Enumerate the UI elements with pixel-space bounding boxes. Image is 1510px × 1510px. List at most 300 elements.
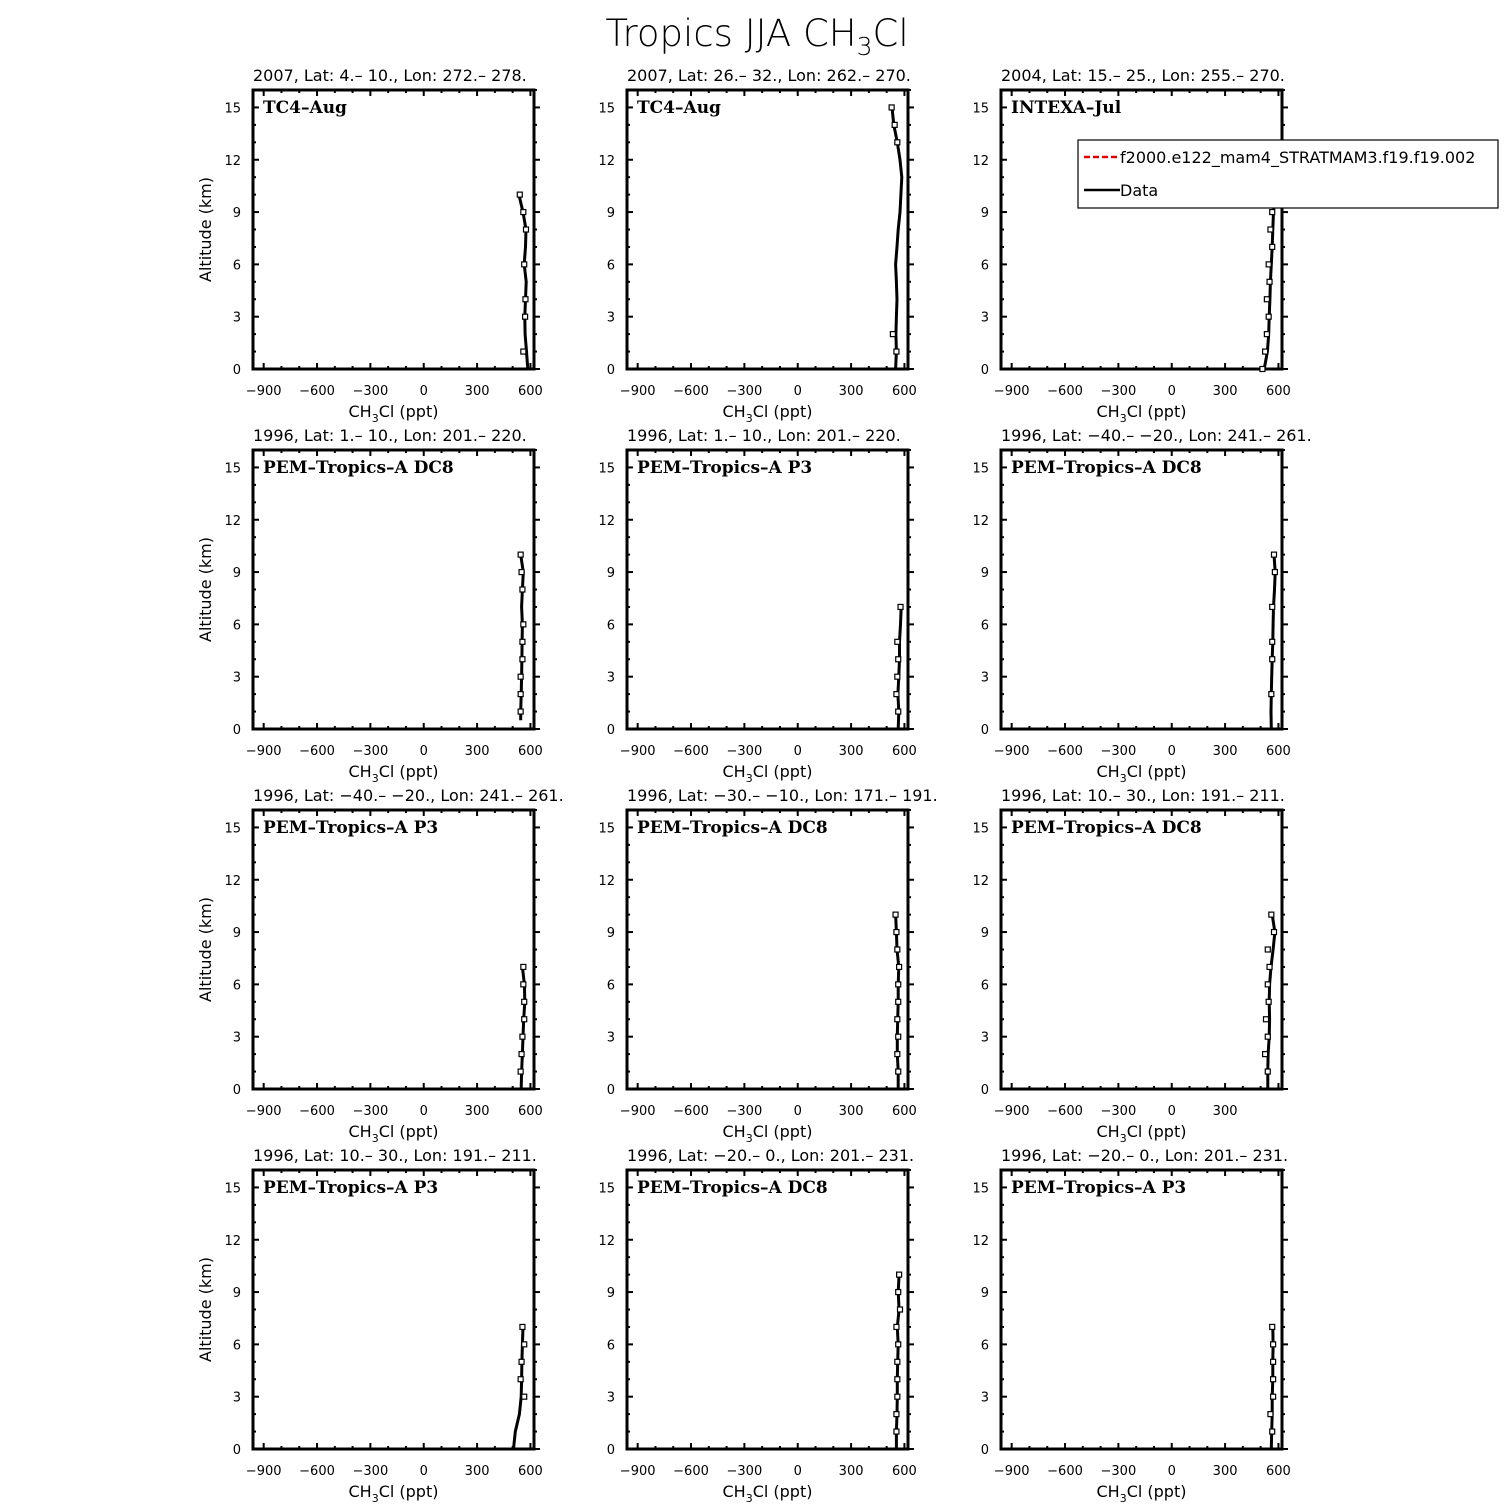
campaign-label: PEM–Tropics–A P3 bbox=[1011, 1178, 1187, 1198]
x-tick-label: −900 bbox=[245, 1104, 282, 1119]
y-tick-label: 9 bbox=[232, 566, 241, 582]
x-tick-label: 300 bbox=[838, 1464, 864, 1479]
data-marker bbox=[894, 1324, 899, 1329]
data-line bbox=[519, 195, 528, 369]
plot-frame bbox=[627, 1170, 908, 1449]
data-marker bbox=[1266, 262, 1271, 267]
x-tick-label: −300 bbox=[1100, 1464, 1137, 1479]
x-tick-label: −300 bbox=[352, 1464, 389, 1479]
y-tick-label: 6 bbox=[232, 258, 241, 274]
x-tick-label: −900 bbox=[245, 744, 282, 759]
data-marker bbox=[892, 122, 897, 127]
y-tick-label: 12 bbox=[224, 873, 241, 889]
x-tick-label: 600 bbox=[518, 384, 543, 399]
data-marker bbox=[1260, 367, 1265, 372]
x-tick-label: −900 bbox=[619, 744, 656, 759]
panel-subtitle: 1996, Lat: 1.– 10., Lon: 201.– 220. bbox=[627, 426, 901, 445]
data-marker bbox=[1271, 552, 1276, 557]
y-tick-label: 9 bbox=[232, 206, 241, 222]
data-marker bbox=[1271, 1342, 1276, 1347]
data-marker bbox=[521, 982, 526, 987]
data-marker bbox=[523, 297, 528, 302]
y-tick-label: 0 bbox=[232, 1443, 241, 1458]
y-tick-label: 9 bbox=[980, 1286, 989, 1302]
x-tick-label: −300 bbox=[726, 1464, 763, 1479]
x-axis-label: $CH_3Cl$ (ppt) bbox=[722, 762, 813, 785]
data-marker bbox=[889, 105, 894, 110]
data-marker bbox=[896, 1034, 901, 1039]
data-marker bbox=[895, 674, 900, 679]
data-marker bbox=[517, 192, 522, 197]
x-tick-label: −600 bbox=[673, 384, 709, 399]
data-marker bbox=[1270, 639, 1275, 644]
x-tick-label: −300 bbox=[726, 1104, 763, 1119]
x-tick-label: 300 bbox=[1212, 1104, 1238, 1119]
y-tick-label: 0 bbox=[980, 363, 989, 378]
data-marker bbox=[520, 639, 525, 644]
data-marker bbox=[1265, 1034, 1270, 1039]
data-marker bbox=[894, 1412, 899, 1417]
panel bbox=[972, 786, 1288, 1145]
x-tick-label: 300 bbox=[464, 384, 490, 399]
figure-title: Tropics JJA $CH_3Cl$ bbox=[605, 12, 909, 61]
x-tick-label: −900 bbox=[245, 384, 282, 399]
y-tick-label: 12 bbox=[972, 1233, 989, 1249]
panel-subtitle: 2007, Lat: 4.– 10., Lon: 272.– 278. bbox=[253, 66, 527, 85]
y-tick-label: 9 bbox=[606, 206, 615, 222]
data-marker bbox=[894, 1429, 899, 1434]
data-marker bbox=[522, 999, 527, 1004]
data-marker bbox=[1270, 657, 1275, 662]
x-tick-label: −600 bbox=[299, 384, 335, 399]
panel bbox=[598, 1146, 916, 1505]
y-tick-label: 3 bbox=[606, 670, 615, 686]
x-axis-label: $CH_3Cl$ (ppt) bbox=[1096, 1122, 1187, 1145]
data-marker bbox=[1270, 244, 1275, 249]
data-marker bbox=[1267, 279, 1272, 284]
panel-grid bbox=[196, 66, 1312, 1505]
campaign-label: TC4–Aug bbox=[637, 98, 721, 118]
panel-subtitle: 1996, Lat: −20.– 0., Lon: 201.– 231. bbox=[1001, 1146, 1289, 1165]
y-tick-label: 12 bbox=[224, 153, 241, 169]
data-marker bbox=[1269, 912, 1274, 917]
y-tick-label: 12 bbox=[598, 153, 615, 169]
x-tick-label: 0 bbox=[793, 744, 802, 759]
y-tick-label: 6 bbox=[232, 978, 241, 994]
x-tick-label: 0 bbox=[1167, 744, 1176, 759]
y-tick-label: 15 bbox=[598, 101, 615, 117]
y-tick-label: 12 bbox=[598, 513, 615, 529]
x-tick-label: −900 bbox=[993, 1104, 1030, 1119]
y-tick-label: 0 bbox=[606, 1083, 615, 1098]
data-marker bbox=[519, 1052, 524, 1057]
x-tick-label: 0 bbox=[1167, 384, 1176, 399]
data-marker bbox=[897, 964, 902, 969]
y-tick-label: 9 bbox=[980, 206, 989, 222]
x-tick-label: −600 bbox=[1047, 384, 1083, 399]
campaign-label: PEM–Tropics–A P3 bbox=[263, 1178, 439, 1198]
campaign-label: PEM–Tropics–A DC8 bbox=[637, 1178, 828, 1198]
x-axis-label: $CH_3Cl$ (ppt) bbox=[722, 1122, 813, 1145]
x-tick-label: −600 bbox=[1047, 744, 1083, 759]
y-tick-label: 0 bbox=[232, 363, 241, 378]
x-tick-label: −300 bbox=[1100, 744, 1137, 759]
plot-frame bbox=[627, 90, 908, 369]
x-tick-label: 600 bbox=[1266, 1464, 1291, 1479]
data-marker bbox=[896, 657, 901, 662]
campaign-label: PEM–Tropics–A DC8 bbox=[263, 458, 454, 478]
data-marker bbox=[1268, 227, 1273, 232]
data-marker bbox=[1271, 930, 1276, 935]
y-tick-label: 3 bbox=[606, 310, 615, 326]
panel-subtitle: 2004, Lat: 15.– 25., Lon: 255.– 270. bbox=[1001, 66, 1285, 85]
x-tick-label: −300 bbox=[726, 744, 763, 759]
y-tick-label: 15 bbox=[224, 821, 241, 837]
y-axis-label: Altitude (km) bbox=[196, 537, 215, 642]
data-marker bbox=[895, 1394, 900, 1399]
y-tick-label: 3 bbox=[980, 670, 989, 686]
data-marker bbox=[521, 349, 526, 354]
x-tick-label: 600 bbox=[1266, 384, 1291, 399]
data-marker bbox=[1268, 1412, 1273, 1417]
panel bbox=[598, 66, 916, 425]
panel-subtitle: 2007, Lat: 26.– 32., Lon: 262.– 270. bbox=[627, 66, 911, 85]
x-axis-label: $CH_3Cl$ (ppt) bbox=[348, 1122, 439, 1145]
y-axis-label: Altitude (km) bbox=[196, 897, 215, 1002]
data-line bbox=[892, 107, 902, 369]
y-tick-label: 6 bbox=[980, 978, 989, 994]
y-tick-label: 6 bbox=[606, 1338, 615, 1354]
x-tick-label: 300 bbox=[1212, 744, 1238, 759]
y-tick-label: 15 bbox=[598, 461, 615, 477]
x-axis-label: $CH_3Cl$ (ppt) bbox=[1096, 402, 1187, 425]
x-tick-label: 0 bbox=[1167, 1104, 1176, 1119]
x-tick-label: 0 bbox=[1167, 1464, 1176, 1479]
data-marker bbox=[895, 1377, 900, 1382]
x-tick-label: −300 bbox=[352, 384, 389, 399]
x-tick-label: 0 bbox=[419, 1104, 428, 1119]
data-marker bbox=[1266, 314, 1271, 319]
y-tick-label: 15 bbox=[972, 101, 989, 117]
y-tick-label: 0 bbox=[980, 1083, 989, 1098]
y-axis-label: Altitude (km) bbox=[196, 1257, 215, 1362]
y-tick-label: 0 bbox=[232, 1083, 241, 1098]
y-tick-label: 15 bbox=[972, 1181, 989, 1197]
data-marker bbox=[890, 332, 895, 337]
y-tick-label: 9 bbox=[232, 926, 241, 942]
y-tick-label: 9 bbox=[232, 1286, 241, 1302]
data-marker bbox=[519, 570, 524, 575]
data-marker bbox=[520, 587, 525, 592]
x-tick-label: 300 bbox=[464, 744, 490, 759]
data-marker bbox=[896, 1290, 901, 1295]
plot-frame bbox=[627, 450, 908, 729]
x-tick-label: 300 bbox=[1212, 1464, 1238, 1479]
y-tick-label: 3 bbox=[980, 310, 989, 326]
data-marker bbox=[523, 314, 528, 319]
x-tick-label: 0 bbox=[419, 1464, 428, 1479]
y-tick-label: 12 bbox=[224, 513, 241, 529]
y-tick-label: 9 bbox=[606, 566, 615, 582]
panel bbox=[196, 1146, 543, 1505]
x-tick-label: 300 bbox=[464, 1464, 490, 1479]
y-tick-label: 0 bbox=[606, 723, 615, 738]
x-tick-label: 0 bbox=[419, 744, 428, 759]
x-tick-label: −900 bbox=[619, 1104, 656, 1119]
y-tick-label: 6 bbox=[980, 1338, 989, 1354]
y-tick-label: 15 bbox=[972, 461, 989, 477]
legend-label: f2000.e122_mam4_STRATMAM3.f19.f19.002 bbox=[1120, 148, 1476, 167]
y-tick-label: 0 bbox=[606, 1443, 615, 1458]
x-axis-label: $CH_3Cl$ (ppt) bbox=[348, 402, 439, 425]
data-marker bbox=[522, 1342, 527, 1347]
x-tick-label: −600 bbox=[673, 1464, 709, 1479]
panel-subtitle: 1996, Lat: −40.– −20., Lon: 241.– 261. bbox=[253, 786, 564, 805]
data-marker bbox=[518, 1377, 523, 1382]
data-marker bbox=[896, 1342, 901, 1347]
y-tick-label: 15 bbox=[224, 101, 241, 117]
x-axis-label: $CH_3Cl$ (ppt) bbox=[1096, 1482, 1187, 1505]
data-marker bbox=[520, 657, 525, 662]
panel bbox=[598, 786, 937, 1145]
x-tick-label: −600 bbox=[673, 744, 709, 759]
x-tick-label: −600 bbox=[673, 1104, 709, 1119]
data-marker bbox=[894, 930, 899, 935]
data-marker bbox=[893, 912, 898, 917]
y-tick-label: 12 bbox=[972, 153, 989, 169]
panel-subtitle: 1996, Lat: 10.– 30., Lon: 191.– 211. bbox=[253, 1146, 537, 1165]
y-tick-label: 6 bbox=[980, 618, 989, 634]
panel bbox=[196, 426, 543, 785]
data-marker bbox=[522, 262, 527, 267]
data-marker bbox=[1263, 1017, 1268, 1022]
campaign-label: PEM–Tropics–A P3 bbox=[637, 458, 813, 478]
x-tick-label: 600 bbox=[892, 1464, 917, 1479]
x-axis-label: $CH_3Cl$ (ppt) bbox=[348, 762, 439, 785]
y-tick-label: 6 bbox=[232, 1338, 241, 1354]
legend-label: Data bbox=[1120, 181, 1159, 200]
data-marker bbox=[523, 227, 528, 232]
y-tick-label: 9 bbox=[606, 926, 615, 942]
panel bbox=[972, 1146, 1290, 1505]
y-tick-label: 3 bbox=[232, 1030, 241, 1046]
data-marker bbox=[1263, 349, 1268, 354]
plot-frame bbox=[253, 450, 534, 729]
y-tick-label: 12 bbox=[972, 873, 989, 889]
campaign-label: PEM–Tropics–A P3 bbox=[263, 818, 439, 838]
data-marker bbox=[521, 964, 526, 969]
x-tick-label: −600 bbox=[299, 1104, 335, 1119]
data-marker bbox=[897, 1272, 902, 1277]
x-tick-label: 600 bbox=[892, 744, 917, 759]
y-tick-label: 15 bbox=[598, 1181, 615, 1197]
data-marker bbox=[518, 709, 523, 714]
panel bbox=[196, 66, 543, 425]
x-axis-label: $CH_3Cl$ (ppt) bbox=[1096, 762, 1187, 785]
y-axis-label: Altitude (km) bbox=[196, 177, 215, 282]
x-tick-label: 300 bbox=[838, 1104, 864, 1119]
y-tick-label: 3 bbox=[980, 1390, 989, 1406]
x-tick-label: −900 bbox=[993, 1464, 1030, 1479]
data-marker bbox=[1269, 692, 1274, 697]
y-tick-label: 6 bbox=[606, 258, 615, 274]
data-marker bbox=[896, 982, 901, 987]
panel-subtitle: 1996, Lat: −30.– −10., Lon: 171.– 191. bbox=[627, 786, 938, 805]
campaign-label: PEM–Tropics–A DC8 bbox=[1011, 818, 1202, 838]
data-marker bbox=[1265, 1069, 1270, 1074]
y-tick-label: 12 bbox=[224, 1233, 241, 1249]
y-tick-label: 6 bbox=[606, 618, 615, 634]
x-tick-label: −900 bbox=[245, 1464, 282, 1479]
x-tick-label: −900 bbox=[619, 384, 656, 399]
y-tick-label: 15 bbox=[598, 821, 615, 837]
panel-subtitle: 1996, Lat: 1.– 10., Lon: 201.– 220. bbox=[253, 426, 527, 445]
data-marker bbox=[895, 947, 900, 952]
x-tick-label: 300 bbox=[838, 744, 864, 759]
plot-frame bbox=[1001, 90, 1282, 369]
plot-frame bbox=[627, 810, 908, 1089]
data-marker bbox=[522, 1017, 527, 1022]
x-tick-label: −300 bbox=[352, 1104, 389, 1119]
x-axis-label: $CH_3Cl$ (ppt) bbox=[348, 1482, 439, 1505]
x-tick-label: 0 bbox=[793, 1104, 802, 1119]
panel bbox=[598, 426, 916, 785]
data-marker bbox=[896, 709, 901, 714]
y-tick-label: 0 bbox=[606, 363, 615, 378]
plot-frame bbox=[253, 1170, 534, 1449]
data-marker bbox=[1263, 1052, 1268, 1057]
panel bbox=[972, 426, 1311, 785]
data-marker bbox=[897, 1307, 902, 1312]
panel bbox=[972, 66, 1290, 425]
x-tick-label: −600 bbox=[299, 1464, 335, 1479]
data-marker bbox=[521, 210, 526, 215]
data-marker bbox=[522, 1394, 527, 1399]
y-tick-label: 15 bbox=[972, 821, 989, 837]
y-tick-label: 6 bbox=[232, 618, 241, 634]
x-tick-label: 600 bbox=[892, 1104, 917, 1119]
y-tick-label: 9 bbox=[606, 1286, 615, 1302]
data-marker bbox=[1270, 210, 1275, 215]
panel bbox=[196, 786, 564, 1145]
y-tick-label: 3 bbox=[232, 310, 241, 326]
y-tick-label: 3 bbox=[232, 1390, 241, 1406]
panel-subtitle: 1996, Lat: −40.– −20., Lon: 241.– 261. bbox=[1001, 426, 1312, 445]
data-marker bbox=[895, 1017, 900, 1022]
data-marker bbox=[1270, 1429, 1275, 1434]
x-tick-label: 0 bbox=[793, 1464, 802, 1479]
campaign-label: INTEXA–Jul bbox=[1011, 98, 1122, 118]
x-tick-label: −600 bbox=[1047, 1464, 1083, 1479]
panel-subtitle: 1996, Lat: 10.– 30., Lon: 191.– 211. bbox=[1001, 786, 1285, 805]
y-tick-label: 0 bbox=[980, 723, 989, 738]
x-tick-label: 300 bbox=[464, 1104, 490, 1119]
x-tick-label: −900 bbox=[993, 384, 1030, 399]
plot-frame bbox=[253, 90, 534, 369]
y-tick-label: 6 bbox=[980, 258, 989, 274]
y-tick-label: 3 bbox=[606, 1390, 615, 1406]
campaign-label: PEM–Tropics–A DC8 bbox=[1011, 458, 1202, 478]
y-tick-label: 12 bbox=[598, 1233, 615, 1249]
data-marker bbox=[518, 1069, 523, 1074]
data-marker bbox=[896, 999, 901, 1004]
data-marker bbox=[1271, 1377, 1276, 1382]
y-tick-label: 6 bbox=[606, 978, 615, 994]
panel-subtitle: 1996, Lat: −20.– 0., Lon: 201.– 231. bbox=[627, 1146, 915, 1165]
y-tick-label: 15 bbox=[224, 461, 241, 477]
x-tick-label: 600 bbox=[518, 744, 543, 759]
data-marker bbox=[898, 604, 903, 609]
campaign-label: PEM–Tropics–A DC8 bbox=[637, 818, 828, 838]
data-marker bbox=[518, 692, 523, 697]
y-tick-label: 15 bbox=[224, 1181, 241, 1197]
data-marker bbox=[1271, 1359, 1276, 1364]
plot-frame bbox=[253, 810, 534, 1089]
x-axis-label: $CH_3Cl$ (ppt) bbox=[722, 402, 813, 425]
data-marker bbox=[518, 552, 523, 557]
x-tick-label: 0 bbox=[419, 384, 428, 399]
data-marker bbox=[1270, 1324, 1275, 1329]
campaign-label: TC4–Aug bbox=[263, 98, 347, 118]
data-marker bbox=[896, 1069, 901, 1074]
x-tick-label: −900 bbox=[993, 744, 1030, 759]
data-marker bbox=[895, 1359, 900, 1364]
data-marker bbox=[520, 1034, 525, 1039]
plot-frame bbox=[1001, 1170, 1282, 1449]
y-tick-label: 9 bbox=[980, 926, 989, 942]
x-tick-label: −300 bbox=[352, 744, 389, 759]
plot-frame bbox=[1001, 450, 1282, 729]
x-tick-label: 600 bbox=[1266, 744, 1291, 759]
data-marker bbox=[894, 692, 899, 697]
data-marker bbox=[895, 639, 900, 644]
x-tick-label: 600 bbox=[518, 1464, 543, 1479]
legend bbox=[1078, 140, 1498, 208]
data-marker bbox=[1271, 1394, 1276, 1399]
x-tick-label: −300 bbox=[1100, 384, 1137, 399]
data-marker bbox=[518, 674, 523, 679]
y-tick-label: 0 bbox=[232, 723, 241, 738]
data-marker bbox=[1270, 604, 1275, 609]
x-tick-label: 300 bbox=[838, 384, 864, 399]
x-tick-label: 0 bbox=[793, 384, 802, 399]
data-marker bbox=[519, 1359, 524, 1364]
y-tick-label: 0 bbox=[980, 1443, 989, 1458]
y-tick-label: 3 bbox=[232, 670, 241, 686]
data-marker bbox=[520, 1324, 525, 1329]
x-tick-label: −300 bbox=[1100, 1104, 1137, 1119]
y-tick-label: 3 bbox=[606, 1030, 615, 1046]
data-marker bbox=[894, 349, 899, 354]
y-tick-label: 9 bbox=[980, 566, 989, 582]
data-marker bbox=[895, 140, 900, 145]
x-axis-label: $CH_3Cl$ (ppt) bbox=[722, 1482, 813, 1505]
data-marker bbox=[1265, 947, 1270, 952]
plot-frame bbox=[1001, 810, 1282, 1089]
y-tick-label: 12 bbox=[972, 513, 989, 529]
x-tick-label: 600 bbox=[892, 384, 917, 399]
data-marker bbox=[521, 622, 526, 627]
data-marker bbox=[1272, 570, 1277, 575]
x-tick-label: −600 bbox=[299, 744, 335, 759]
data-marker bbox=[1264, 297, 1269, 302]
data-marker bbox=[1265, 982, 1270, 987]
x-tick-label: 600 bbox=[518, 1104, 543, 1119]
x-tick-label: −300 bbox=[726, 384, 763, 399]
x-tick-label: −600 bbox=[1047, 1104, 1083, 1119]
data-marker bbox=[895, 1052, 900, 1057]
x-tick-label: 300 bbox=[1212, 384, 1238, 399]
